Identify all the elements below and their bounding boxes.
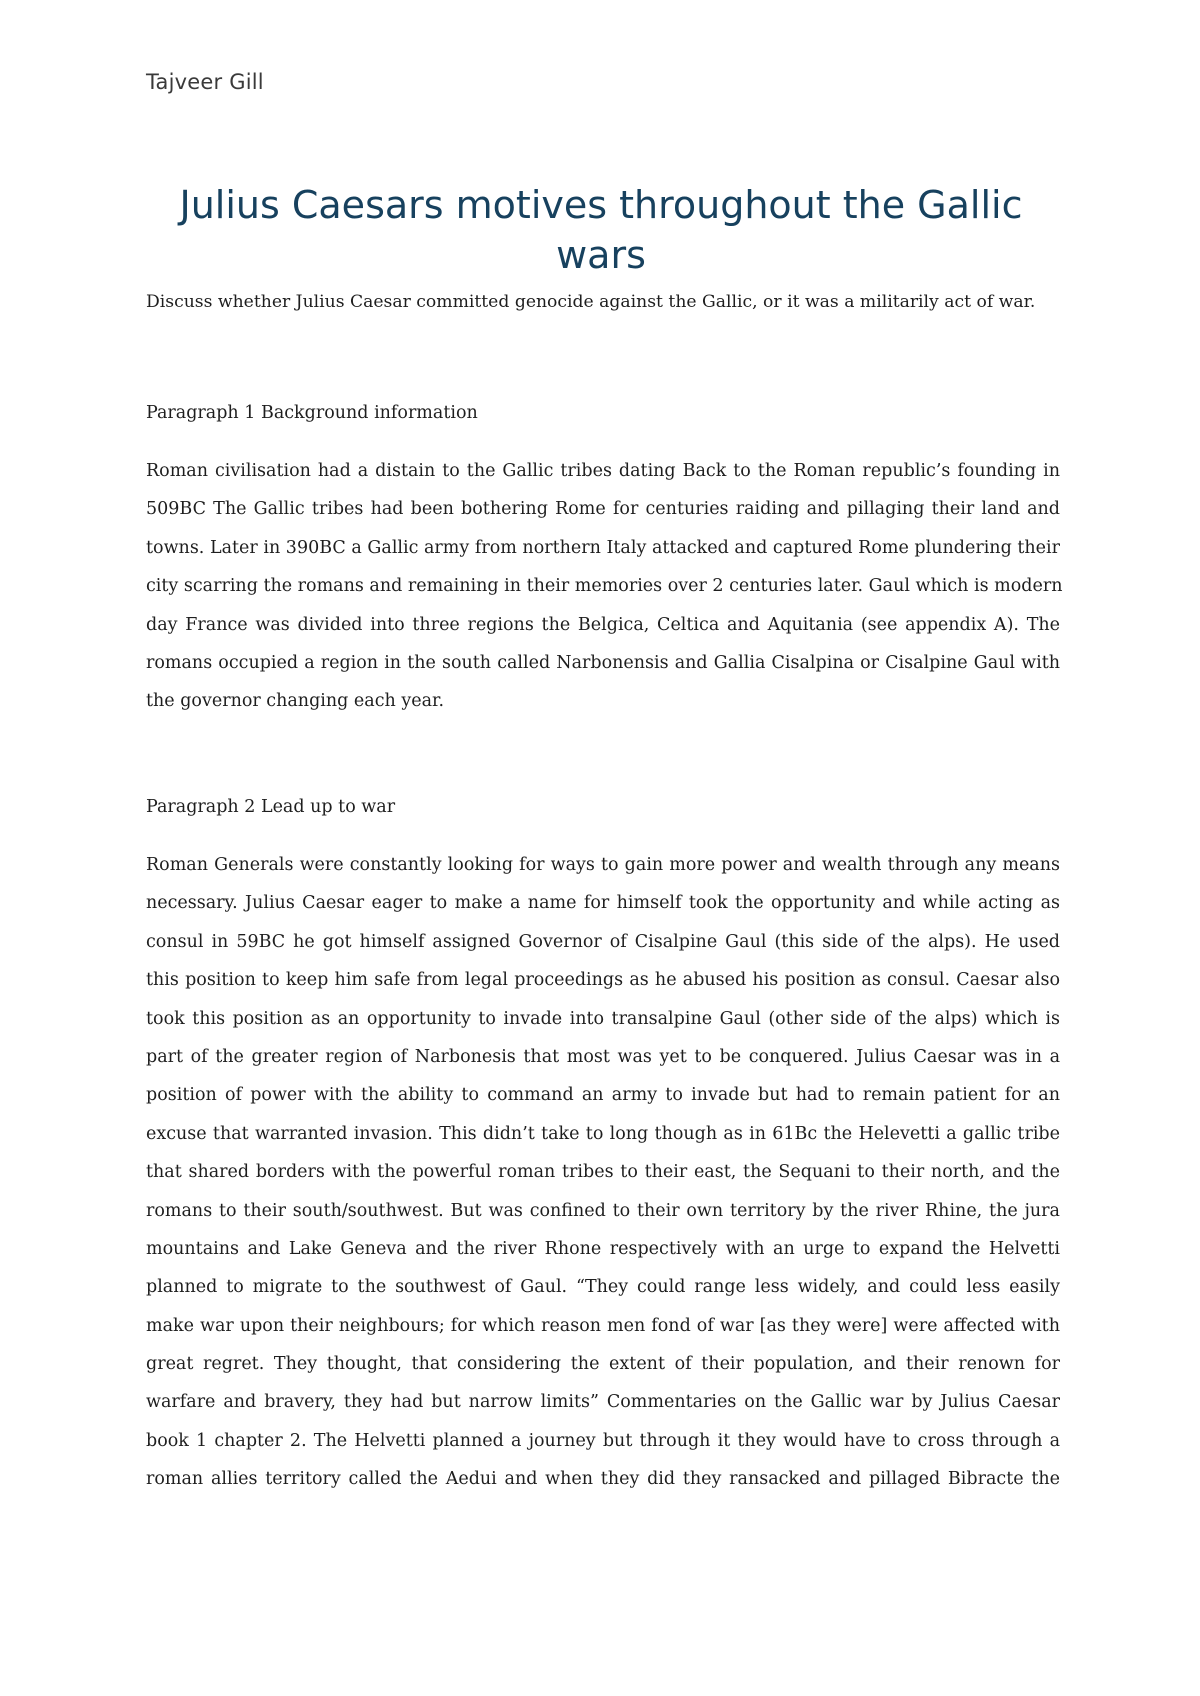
- title-line: Julius Caesars motives throughout the Gallic: [179, 183, 1023, 227]
- body-line: romans to their south/southwest. But was confined to their own territory by the river Rhine, the jura: [146, 1200, 1060, 1221]
- body-line: warfare and bravery, they had but narrow limits” Commentaries on the Gallic war by Julius Caesar: [146, 1392, 1060, 1413]
- body-line: position of power with the ability to command an army to invade but had to remain patient for an: [146, 1085, 1060, 1106]
- body-line: 509BC The Gallic tribes had been bothering Rome for centuries raiding and pillaging their land and: [146, 499, 1060, 520]
- body-line: took this position as an opportunity to invade into transalpine Gaul (other side of the alps) which is: [146, 1008, 1060, 1029]
- body-line: city scarring the romans and remaining in their memories over 2 centuries later. Gaul which is modern: [146, 576, 1063, 597]
- section-heading: Paragraph 1 Background information: [146, 403, 478, 423]
- body-line: excuse that warranted invasion. This didn’t take to long though as in 61Bc the Helevetti a gallic tribe: [146, 1123, 1060, 1144]
- body-line: that shared borders with the powerful roman tribes to their east, the Sequani to their north, and the: [146, 1162, 1060, 1183]
- body-line: this position to keep him safe from legal proceedings as he abused his position as consul. Caesar also: [146, 970, 1060, 991]
- body-line: make war upon their neighbours; for which reason men fond of war [as they were] were affected with: [146, 1315, 1060, 1336]
- title-line: wars: [556, 233, 646, 277]
- body-line: necessary. Julius Caesar eager to make a name for himself took the opportunity and while acting as: [146, 893, 1060, 914]
- author-name: Tajveer Gill: [146, 70, 264, 94]
- body-line: Roman Generals were constantly looking for ways to gain more power and wealth through any means: [146, 855, 1060, 875]
- document-subtitle: Discuss whether Julius Caesar committed genocide against the Gallic, or it was a militarily act of war.: [146, 292, 1036, 312]
- body-line: roman allies territory called the Aedui and when they did they ransacked and pillaged Bibracte the: [146, 1469, 1060, 1490]
- body-line: Roman civilisation had a distain to the Gallic tribes dating Back to the Roman republic’s founding in: [146, 461, 1060, 481]
- section-body: [146, 452, 1063, 721]
- body-line: book 1 chapter 2. The Helvetti planned a journey but through it they would have to cross through a: [146, 1430, 1060, 1451]
- body-line: consul in 59BC he got himself assigned Governor of Cisalpine Gaul (this side of the alps). He used: [146, 931, 1060, 952]
- body-line: planned to migrate to the southwest of Gaul. “They could range less widely, and could less easily: [146, 1277, 1060, 1298]
- body-line: the governor changing each year.: [146, 691, 445, 712]
- body-line: romans occupied a region in the south called Narbonensis and Gallia Cisalpina or Cisalpine Gaul with: [146, 652, 1060, 673]
- body-line: mountains and Lake Geneva and the river Rhone respectively with an urge to expand the Helvetti: [146, 1238, 1060, 1259]
- body-line: great regret. They thought, that considering the extent of their population, and their renown for: [146, 1354, 1060, 1375]
- section-heading: Paragraph 2 Lead up to war: [146, 797, 396, 817]
- body-line: part of the greater region of Narbonesis that most was yet to be conquered. Julius Caesar was in a: [146, 1046, 1060, 1067]
- section-body: [146, 846, 1060, 1499]
- document-title: [146, 180, 1056, 280]
- body-line: day France was divided into three regions the Belgica, Celtica and Aquitania (see appendix A). The: [146, 614, 1060, 635]
- body-line: towns. Later in 390BC a Gallic army from northern Italy attacked and captured Rome plundering their: [146, 537, 1060, 558]
